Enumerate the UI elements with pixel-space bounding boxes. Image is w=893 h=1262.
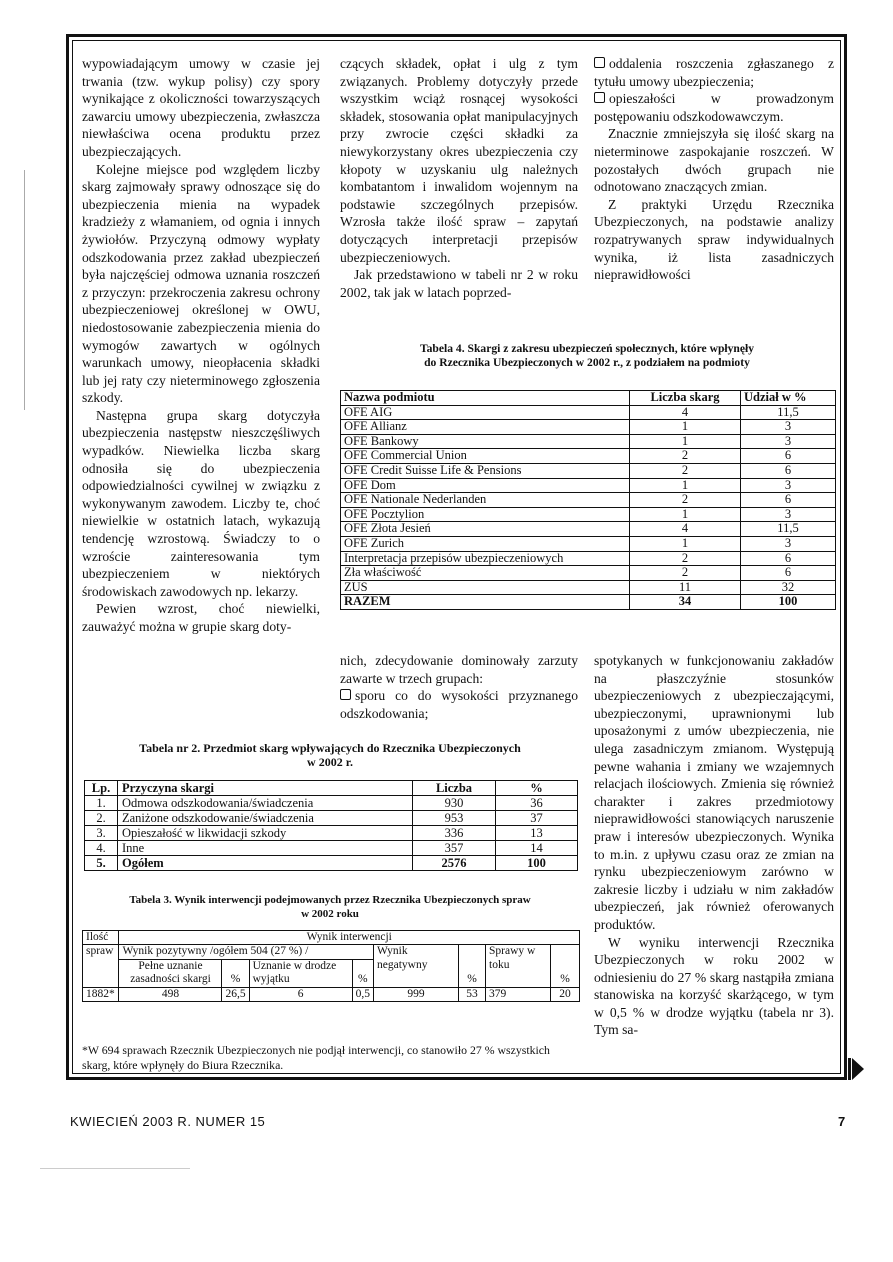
paragraph: Następna grupa skarg dotyczyła ubezpieczenia następstw nieszczęśliwych wypadków. Niewielka liczba skarg odnosiła się do ubezpieczenia odpowiedzialności cywilnej w związku z wykonywanym zawodem. Liczby te, choć niewielkie w ostatnich latach, wykazują tendencję wzrostową. Świadczy to o wzroście zainteresowania tym ubezpieczeniem w niektórych środowiskach zawodowych np. lekarzy. [82,407,320,599]
table-row: OFE Złota Jesień 4 11,5 [341,522,836,537]
table-row: 3. Opieszałość w likwidacji szkody 336 13 [85,826,578,841]
table-2-caption: Tabela nr 2. Przedmiot skarg wpływających do Rzecznika Ubezpieczonych w 2002 r. [139,741,521,769]
checkbox-bullet-icon [594,57,605,68]
table-total-row: 5. Ogółem 2576 100 [85,856,578,871]
table-row: OFE Credit Suisse Life & Pensions 2 6 [341,463,836,478]
bullet-item: oddalenia roszczenia zgłaszanego z tytułu umowy ubezpieczenia; [594,56,834,89]
paragraph: Pewien wzrost, choć niewielki, zauważyć można w grupie skarg doty- [82,601,320,634]
paragraph: Kolejne miejsce pod względem liczby skarg zajmowały sprawy odnoszące się do ubezpieczenia mienia na wypadek kradzieży z włamaniem, od ognia i innych żywiołów. Przyczyną odmowy wypłaty odszkodowania przez zakład ubezpieczeń była najczęściej odmowa uznania roszczeń z przyczyn: przekroczenia zakresu ochrony ubezpieczeniowej określonej w OWU, niedostosowanie zabezpieczenia mienia do wymogów zawartych w ogólnych warunkach umowy, nieopłacenia składki lub jej raty czy nieterminowego zgłoszenia szkody. [82,161,320,406]
column-2 [340,55,578,301]
paragraph: czących składek, opłat i ulg z tym związanych. Problemy dotyczyły przede wszystkim wciąż rosnącej wysokości składek, stosowania opłat manipulacyjnych przy zwrocie części składki za niewykorzystany okres ubezpieczenia czy kłopoty w uzyskaniu ulg należnych kombatantom i inwalidom wojennym na podstawie szczególnych przepisów. Wzrosła także ilość spraw – zapytań dotyczących interpretacji przepisów ubezpieczeniowych. [340,56,578,265]
footer-issue: KWIECIEŃ 2003 R. NUMER 15 [70,1114,266,1129]
table-row: OFE Commercial Union 2 6 [341,449,836,464]
paragraph: spotykanych w funkcjonowaniu zakładów na płaszczyźnie stosunków ubezpieczeniowych z ubezpieczającymi, ubezpieczonymi, uprawnionymi lub uposażonymi z umów ubezpieczenia, nie ulega zasadniczym zmianom. Występują pewne wahania i zmiany we wzajemnych relacjach ilościowych. Zmienia się również charakter i zakres przedmiotowy nieprawidłowości stanowiących naruszenie praw i interesów ubezpieczonych. Wynika to m.in. z upływu czasu oraz ze zmian na rynku ubezpieczeniowym zarówno w zakresie liczby i udziału w nim zakładów ubezpieczeń, jak również oferowanych produktów. [594,653,834,932]
table-row: OFE AIG 4 11,5 [341,405,836,420]
column-2-continued [340,652,578,722]
table-4-caption: Tabela 4. Skargi z zakresu ubezpieczeń społecznych, które wpłynęły do Rzecznika Ubezpieczonych w 2002 r., z podziałem na podmioty [419,342,755,369]
table-row: OFE Allianz 1 3 [341,420,836,435]
table-row: OFE Dom 1 3 [341,478,836,493]
continuation-bar [848,1058,851,1080]
scan-margin-mark [24,170,25,410]
table-header-row: Lp. Przyczyna skargi Liczba % [85,781,578,796]
column-3-continued [594,652,834,1039]
header-cell: Udział w % [741,391,836,406]
checkbox-bullet-icon [594,92,605,103]
paragraph: nich, zdecydowanie dominowały zarzuty zawarte w trzech grupach: [340,653,578,686]
table-header-row [341,391,836,406]
table-row: 1882* 498 26,5 6 0,5 999 53 379 20 [83,987,580,1001]
table-row: Zła właściwość 2 6 [341,566,836,581]
table-row: OFE Bankowy 1 3 [341,434,836,449]
paragraph: Z praktyki Urzędu Rzecznika Ubezpieczonych, na podstawie analizy rozpatrywanych spraw indywidualnych wynika, iż lista zasadniczych nieprawidłowości [594,196,834,283]
table-row: 1. Odmowa odszkodowania/świadczenia 930 36 [85,796,578,811]
table-3-caption: Tabela 3. Wynik interwencji podejmowanych przez Rzecznika Ubezpieczonych spraw w 2002 roku [129,894,531,920]
bullet-item: opieszałości w prowadzonym postępowaniu odszkodowawczym. [594,91,834,124]
header-cell: Liczba skarg [630,391,741,406]
table-4 [340,390,836,610]
page-number: 7 [838,1114,846,1129]
table-row: Interpretacja przepisów ubezpieczeniowych 2 6 [341,551,836,566]
table-row: ZUS 11 32 [341,580,836,595]
scan-margin-mark [40,1168,190,1169]
column-3 [594,55,834,284]
paragraph: wypowiadającym umowy w czasie jej trwania (tzw. wykup polisy) czy spory wynikające z okoliczności towarzyszących zawarciu umowy ubezpieczenia, zwłaszcza niewłaściwa ocena produktu przez ubezpieczających. [82,56,320,159]
bullet-item: sporu co do wysokości przyznanego odszkodowania; [340,688,578,721]
paragraph: Jak przedstawiono w tabeli nr 2 w roku 2002, tak jak w latach poprzed- [340,267,578,300]
table-row: OFE Nationale Nederlanden 2 6 [341,493,836,508]
table-row: OFE Pocztylion 1 3 [341,507,836,522]
continuation-arrow-icon [852,1058,864,1080]
table-row: 4. Inne 357 14 [85,841,578,856]
footnote: *W 694 sprawach Rzecznik Ubezpieczonych nie podjął interwencji, co stanowiło 27 % wszystkich skarg, które wpłynęły do Biura Rzecznika. [82,1043,550,1072]
checkbox-bullet-icon [340,689,351,700]
table-3: Ilość Wynik interwencji spraw Wynik pozytywny /ogółem 504 (27 %) / Wynik negatywny % Sprawy w toku % Pełne uznanie zasadności skargi % Uznanie w drodze wyjątku % 1882* 498 26,5 6 0,5 999 53 379 20 [82,930,580,1002]
table-row: 2. Zaniżone odszkodowanie/świadczenia 953 37 [85,811,578,826]
table-row: OFE Zurich 1 3 [341,536,836,551]
table-2 [84,780,578,871]
paragraph: W wyniku interwencji Rzecznika Ubezpieczonych w roku 2002 w odniesieniu do 27 % skarg nastąpiła zmiana stanowiska na korzyść skarżącego, w tym w 0,5 % w drodze wyjątku (tabela nr 3). Tym sa- [594,934,834,1038]
table-total-row: RAZEM 34 100 [341,595,836,610]
paragraph: Znacznie zmniejszyła się ilość skarg na nieterminowe zaspokajanie roszczeń. W pozostałych dwóch grupach nie odnotowano znaczących zmian. [594,126,834,195]
header-cell: Nazwa podmiotu [341,391,630,406]
column-1 [82,55,320,636]
